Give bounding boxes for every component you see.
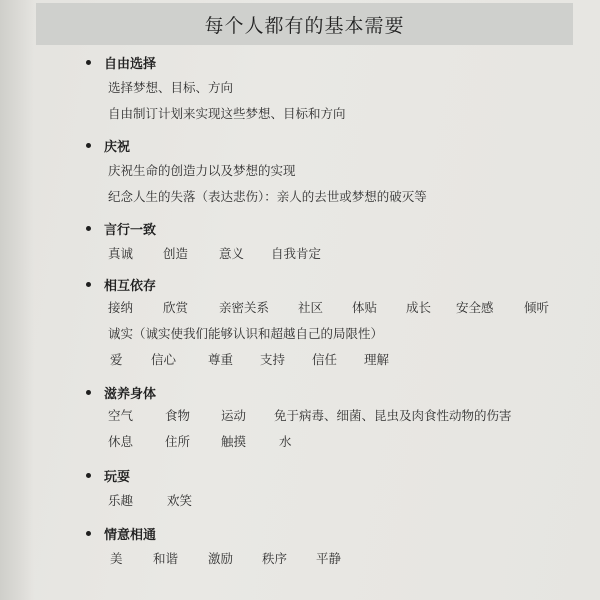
section-line: 庆祝生命的创造力以及梦想的实现 (108, 163, 296, 178)
word-item: 信任 (312, 352, 338, 367)
word-item: 秩序 (262, 551, 288, 566)
section-line: 纪念人生的失落（表达悲伤）：亲人的去世或梦想的破灭等 (108, 189, 427, 204)
bullet-icon (86, 282, 91, 287)
word-item: 平静 (316, 551, 342, 566)
bullet-icon (86, 226, 91, 231)
section-heading: 玩耍 (104, 470, 131, 485)
word-item: 水 (279, 434, 292, 449)
bullet-icon (86, 473, 91, 478)
section-heading: 相互依存 (104, 279, 157, 294)
section-line: 选择梦想、目标、方向 (108, 80, 234, 95)
bullet-icon (86, 390, 91, 395)
section-heading: 情意相通 (104, 528, 157, 543)
word-item: 诚实（诚实使我们能够认识和超越自己的局限性） (108, 326, 384, 341)
word-item: 美 (110, 551, 123, 566)
word-item: 支持 (260, 352, 286, 367)
word-item: 意义 (219, 246, 245, 261)
title-bar (36, 3, 573, 45)
word-item: 和谐 (153, 551, 179, 566)
section-line: 自由制订计划来实现这些梦想、目标和方向 (108, 106, 346, 121)
section-heading: 言行一致 (104, 223, 157, 238)
word-item: 倾听 (524, 300, 550, 315)
word-item: 休息 (108, 434, 134, 449)
word-item: 爱 (110, 352, 123, 367)
word-item: 食物 (165, 408, 191, 423)
word-item: 住所 (165, 434, 191, 449)
word-item: 欣赏 (163, 300, 189, 315)
section-heading: 自由选择 (104, 57, 157, 72)
word-item: 体贴 (352, 300, 378, 315)
section-heading: 滋养身体 (104, 387, 157, 402)
word-item: 免于病毒、细菌、昆虫及肉食性动物的伤害 (274, 408, 512, 423)
page-title: 每个人都有的基本需要 (204, 14, 405, 37)
word-item: 接纳 (108, 300, 134, 315)
word-item: 触摸 (221, 434, 247, 449)
word-item: 真诚 (108, 246, 134, 261)
page-gutter-shadow (0, 0, 34, 600)
section-heading: 庆祝 (104, 140, 131, 155)
bullet-icon (86, 60, 91, 65)
word-item: 自我肯定 (271, 246, 322, 261)
word-item: 激励 (208, 551, 234, 566)
word-item: 乐趣 (108, 493, 134, 508)
word-item: 信心 (151, 352, 177, 367)
word-item: 空气 (108, 408, 134, 423)
word-item: 创造 (163, 246, 189, 261)
word-item: 欢笑 (167, 493, 193, 508)
bullet-icon (86, 143, 91, 148)
word-item: 理解 (364, 352, 390, 367)
word-item: 尊重 (208, 352, 234, 367)
word-item: 成长 (406, 300, 432, 315)
word-item: 社区 (298, 300, 324, 315)
word-item: 亲密关系 (219, 300, 270, 315)
word-item: 运动 (221, 408, 247, 423)
bullet-icon (86, 531, 91, 536)
word-item: 安全感 (456, 300, 494, 315)
